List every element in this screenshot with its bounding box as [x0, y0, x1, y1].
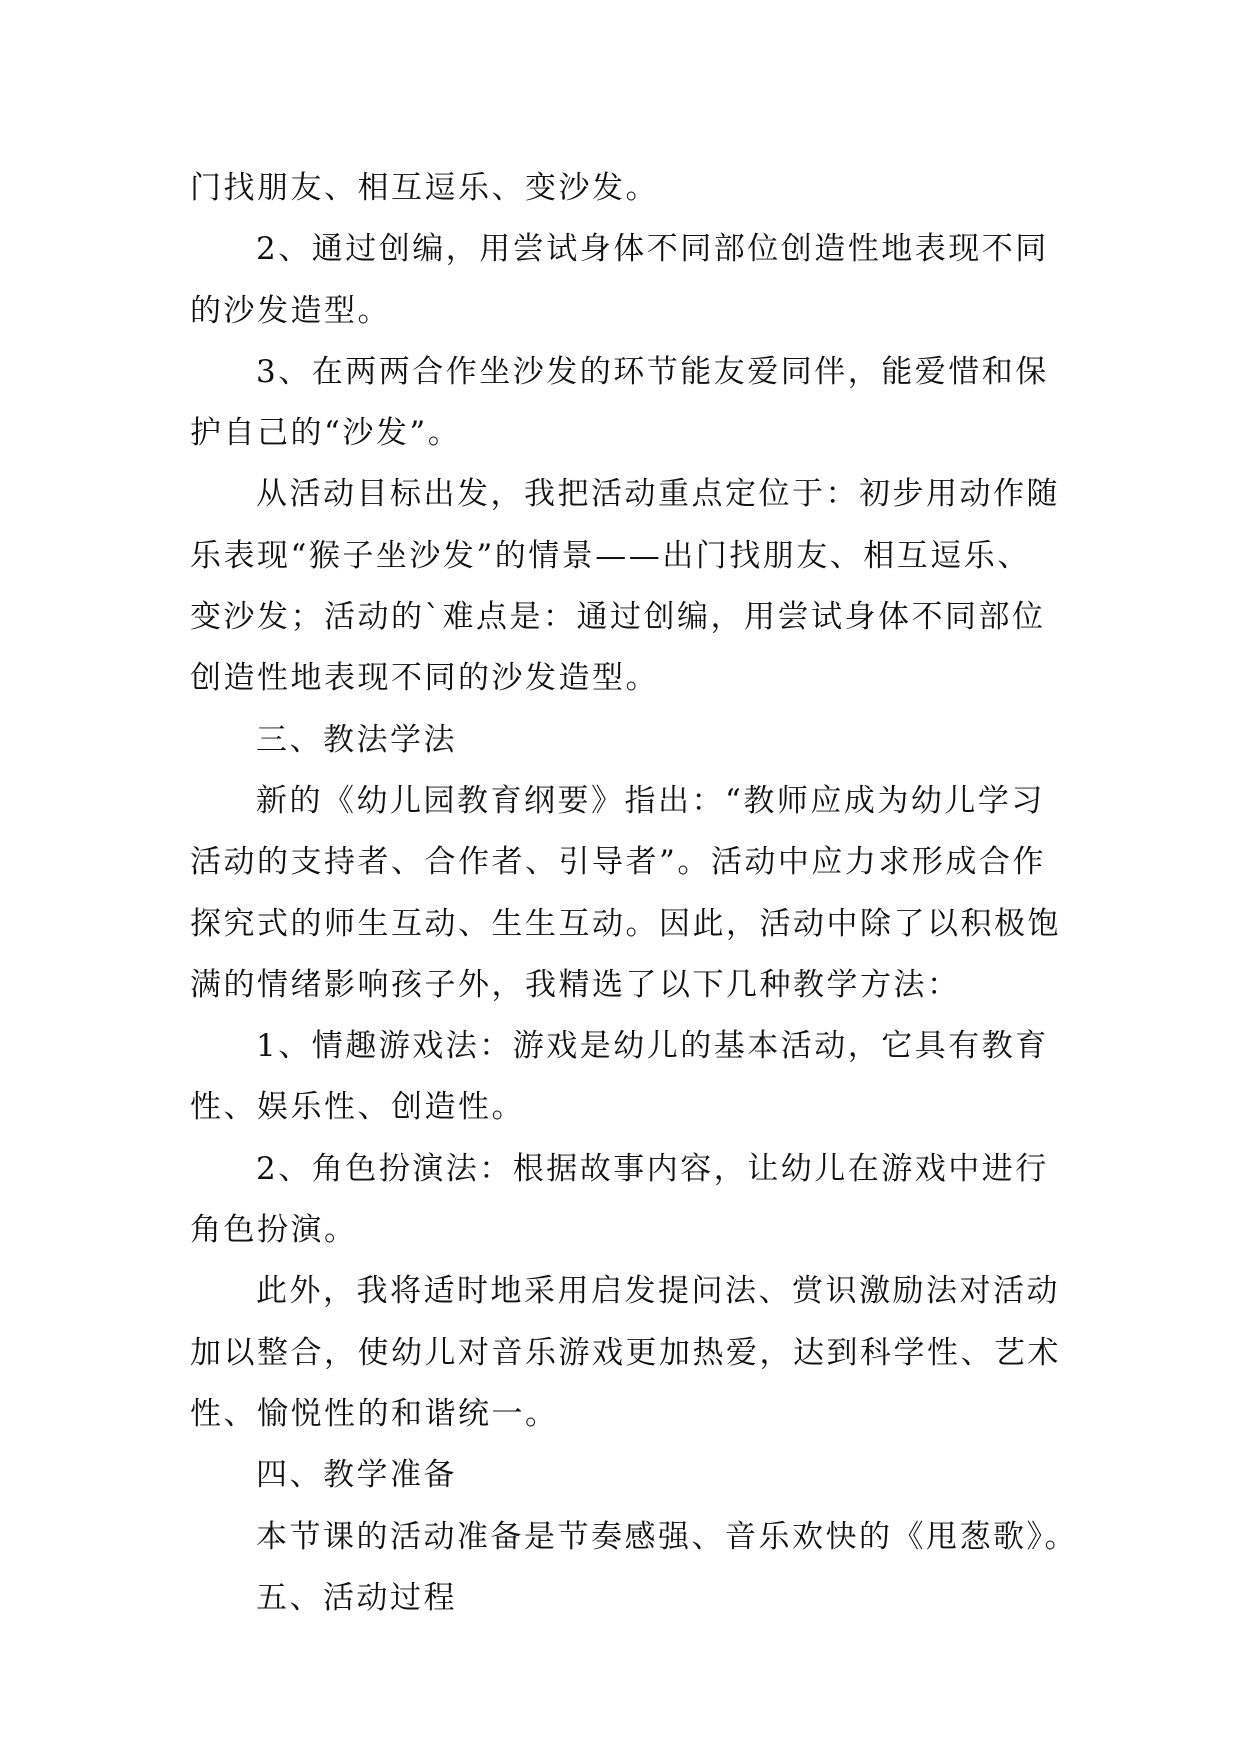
- text-line: 加以整合，使幼儿对音乐游戏更加热爱，达到科学性、艺术: [190, 1334, 1061, 1371]
- text-line: 新的《幼儿园教育纲要》指出：“教师应成为幼儿学习: [256, 782, 1045, 819]
- text-line: 性、愉悦性的和谐统一。: [190, 1395, 559, 1432]
- text-line: 本节课的活动准备是节奏感强、音乐欢快的《甩葱歌》。: [256, 1518, 1078, 1555]
- text-line: 性、娱乐性、创造性。: [190, 1089, 525, 1126]
- text-line: 此外，我将适时地采用启发提问法、赏识激励法对活动: [256, 1273, 1060, 1310]
- text-line: 三、教法学法: [256, 721, 457, 758]
- text-line: 活动的支持者、合作者、引导者”。活动中应力求形成合作: [190, 844, 1046, 881]
- text-line: 四、教学准备: [256, 1457, 457, 1494]
- text-line: 3、在两两合作坐沙发的环节能友爱同伴，能爱惜和保: [256, 353, 1049, 390]
- text-line: 2、角色扮演法：根据故事内容，让幼儿在游戏中进行: [256, 1150, 1049, 1187]
- text-line: 探究式的师生互动、生生互动。因此，活动中除了以积极饱: [190, 905, 1061, 942]
- text-line: 2、通过创编，用尝试身体不同部位创造性地表现不同: [256, 231, 1049, 268]
- text-line: 从活动目标出发，我把活动重点定位于：初步用动作随: [256, 476, 1060, 513]
- text-line: 乐表现“猴子坐沙发”的情景——出门找朋友、相互逗乐、: [190, 537, 1031, 574]
- text-line: 创造性地表现不同的沙发造型。: [190, 660, 659, 697]
- text-line: 门找朋友、相互逗乐、变沙发。: [190, 170, 659, 206]
- text-line: 1、情趣游戏法：游戏是幼儿的基本活动，它具有教育: [256, 1028, 1049, 1065]
- text-line: 角色扮演。: [190, 1212, 358, 1249]
- text-line: 满的情绪影响孩子外，我精选了以下几种教学方法：: [190, 966, 961, 1003]
- text-line: 五、活动过程: [256, 1579, 457, 1616]
- text-line: 的沙发造型。: [190, 292, 391, 329]
- document-body: [190, 158, 1078, 1629]
- text-line: 护自己的“沙发”。: [190, 415, 462, 452]
- text-line: 变沙发；活动的`难点是：通过创编，用尝试身体不同部位: [190, 599, 1046, 636]
